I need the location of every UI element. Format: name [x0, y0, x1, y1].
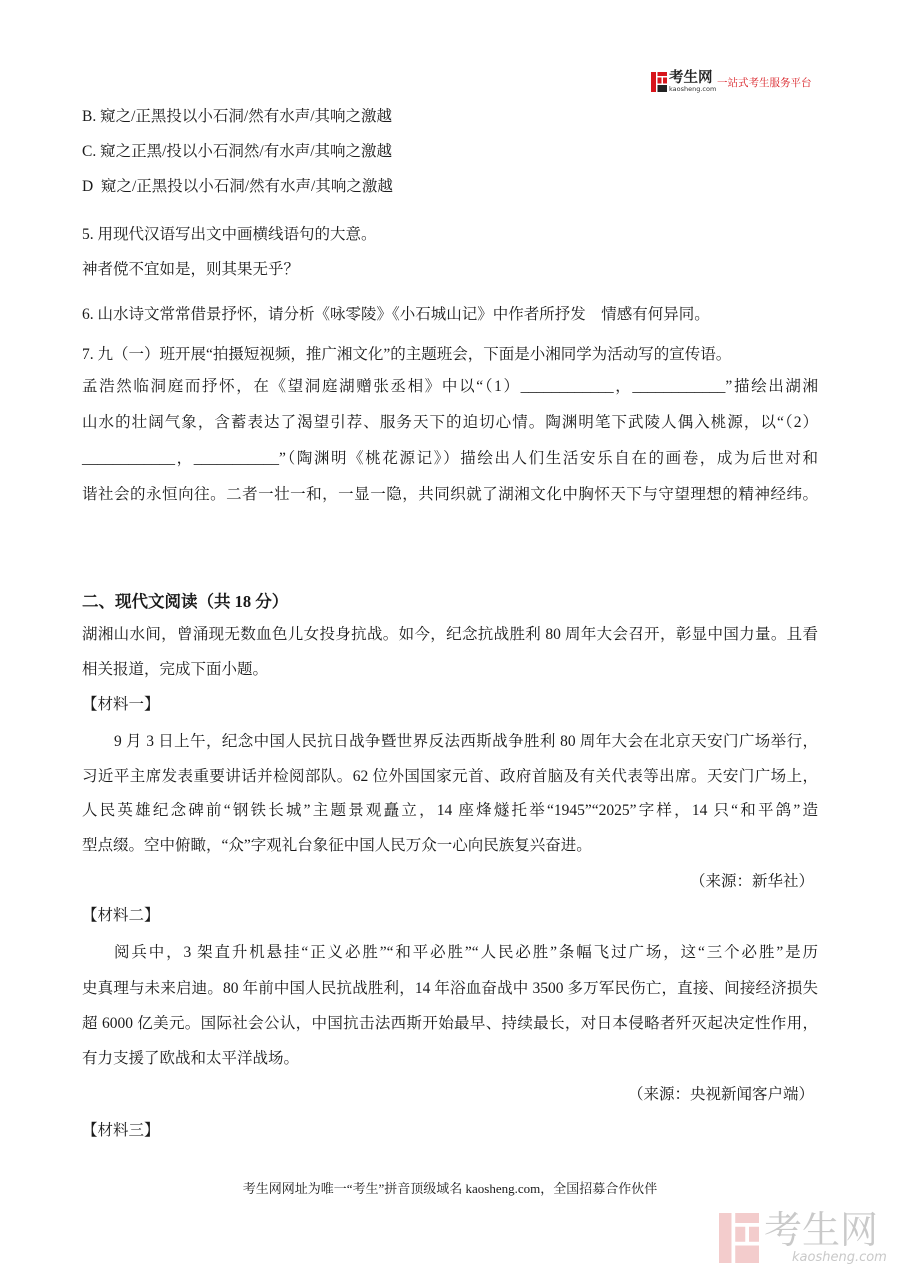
watermark-logo-icon [718, 1213, 760, 1263]
option-c: C. 窥之正黑/投以小石洞然/有水声/其响之激越 [82, 142, 393, 160]
option-b: B. 窥之/正黑投以小石洞/然有水声/其响之激越 [82, 107, 393, 125]
question-7-prompt: 7. 九（一）班开展“拍摄短视频，推广湘文化”的主题班会，下面是小湘同学为活动写的宣传语。 [82, 345, 732, 363]
question-7-line: 孟浩然临洞庭而抒怀，在《望洞庭湖赠张丞相》中以“（1）____________，____________”描绘出湖湘 [82, 377, 818, 395]
material-1-line: 人民英雄纪念碑前“钢铁长城”主题景观矗立，14 座烽燧托举“1945”“2025”字样，14 只“和平鸽”造 [82, 801, 818, 819]
material-2-label: 【材料二】 [82, 906, 160, 924]
material-1-line: 9 月 3 日上午，纪念中国人民抗日战争暨世界反法西斯战争胜利 80 周年大会在北京天安门广场举行， [114, 732, 818, 750]
option-d: D 窥之/正黑投以小石洞/然有水声/其响之激越 [82, 177, 393, 195]
material-2-line: 有力支援了欧战和太平洋战场。 [82, 1049, 300, 1067]
question-5-prompt: 5. 用现代汉语写出文中画横线语句的大意。 [82, 225, 377, 243]
question-5-sentence: 神者傥不宜如是，则其果无乎？ [82, 260, 300, 278]
logo-domain: kaosheng.com [669, 85, 717, 93]
material-1-source: （来源：新华社） [689, 872, 814, 890]
logo-slogan: 一站式考生服务平台 [717, 77, 812, 89]
material-2-source: （来源：央视新闻客户端） [627, 1085, 814, 1103]
section-title: 二、现代文阅读（共 18 分） [82, 591, 289, 611]
watermark-domain: kaosheng.com [792, 1250, 887, 1265]
kaosheng-logo-icon [651, 72, 667, 92]
material-3-label: 【材料三】 [82, 1121, 160, 1139]
material-2-line: 超 6000 亿美元。国际社会公认，中国抗击法西斯开始最早、持续最长，对日本侵略者歼灭起决定性作用， [82, 1014, 818, 1032]
section-intro-line: 湖湘山水间，曾涌现无数血色儿女投身抗战。如今，纪念抗战胜利 80 周年大会召开，彰显中国力量。且看 [82, 625, 818, 643]
material-1-line: 习近平主席发表重要讲话并检阅部队。62 位外国国家元首、政府首脑及有关代表等出席。天安门广场上， [82, 767, 818, 785]
logo-name: 考生网 [669, 70, 713, 86]
material-1-line: 型点缀。空中俯瞰，“众”字观礼台象征中国人民万众一心向民族复兴奋进。 [82, 836, 592, 854]
section-intro-line: 相关报道，完成下面小题。 [82, 660, 269, 678]
material-2-line: 阅兵中，3 架直升机悬挂“正义必胜”“和平必胜”“人民必胜”条幅飞过广场，这“三个必胜”是历 [114, 943, 818, 961]
material-2-line: 史真理与未来启迪。80 年前中国人民抗战胜利，14 年浴血奋战中 3500 多万军民伤亡，直接、间接经济损失 [82, 979, 818, 997]
watermark-name: 考生网 [764, 1208, 879, 1252]
question-7-line: 谐社会的永恒向往。二者一壮一和，一显一隐，共同织就了湖湘文化中胸怀天下与守望理想的精神经纬。 [82, 485, 818, 503]
question-7-line: 山水的壮阔气象，含蓄表达了渴望引荐、服务天下的迫切心情。陶渊明笔下武陵人偶入桃源，以“（2） [82, 413, 818, 431]
material-1-label: 【材料一】 [82, 695, 160, 713]
question-7-line: ____________，___________”（陶渊明《桃花源记》）描绘出人们生活安乐自在的画卷，成为后世对和 [82, 449, 818, 467]
page-footer: 考生网网址为唯一“考生”拼音顶级域名 kaosheng.com，全国招募合作伙伴 [242, 1181, 658, 1196]
question-6-prompt: 6. 山水诗文常常借景抒怀，请分析《咏零陵》《小石城山记》中作者所抒发 情感有何异同。 [82, 305, 710, 323]
